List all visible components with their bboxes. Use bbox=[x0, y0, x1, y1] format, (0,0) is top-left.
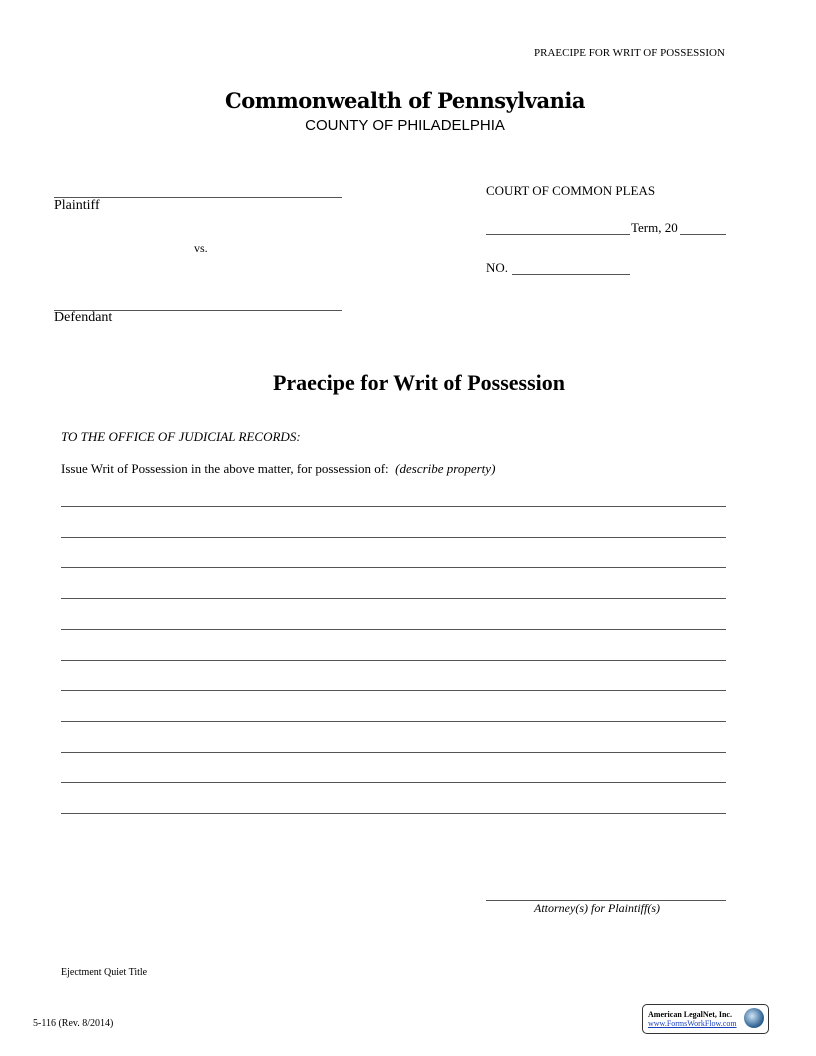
commonwealth-heading: Commonwealth of Pennsylvania bbox=[225, 88, 585, 113]
description-line[interactable] bbox=[61, 506, 726, 507]
court-label: COURT OF COMMON PLEAS bbox=[486, 183, 656, 198]
form-header: PRAECIPE FOR WRIT OF POSSESSION bbox=[534, 47, 725, 59]
logo-url[interactable]: www.FormsWorkFlow.com bbox=[648, 1019, 737, 1028]
description-line[interactable] bbox=[61, 752, 726, 753]
number-line[interactable] bbox=[512, 274, 630, 275]
county-heading: COUNTY OF PHILADELPHIA bbox=[305, 117, 505, 134]
description-line[interactable] bbox=[61, 660, 726, 661]
year-line[interactable] bbox=[680, 234, 726, 235]
issue-text bbox=[61, 461, 495, 477]
publisher-logo bbox=[642, 1004, 769, 1034]
no-label: NO. bbox=[486, 260, 509, 275]
footer-category: Ejectment Quiet Title bbox=[61, 967, 148, 978]
description-line[interactable] bbox=[61, 537, 726, 538]
logo-company: American LegalNet, Inc. bbox=[648, 1010, 732, 1019]
description-line[interactable] bbox=[61, 813, 726, 814]
issue-text-main: Issue Writ of Possession in the above matter, for possession of: bbox=[61, 461, 389, 476]
form-number: 5-116 (Rev. 8/2014) bbox=[33, 1018, 114, 1029]
defendant-label: Defendant bbox=[54, 310, 113, 325]
plaintiff-label: Plaintiff bbox=[54, 198, 100, 213]
vs-label: vs. bbox=[194, 241, 208, 255]
term-line[interactable] bbox=[486, 234, 630, 235]
description-line[interactable] bbox=[61, 782, 726, 783]
description-line[interactable] bbox=[61, 629, 726, 630]
document-title: Praecipe for Writ of Possession bbox=[272, 370, 566, 395]
description-line[interactable] bbox=[61, 690, 726, 691]
to-office-label: TO THE OFFICE OF JUDICIAL RECORDS: bbox=[61, 429, 301, 444]
description-line[interactable] bbox=[61, 721, 726, 722]
attorney-label: Attorney(s) for Plaintiff(s) bbox=[534, 901, 660, 915]
description-line[interactable] bbox=[61, 598, 726, 599]
term-label: Term, 20 bbox=[631, 220, 678, 235]
globe-icon bbox=[744, 1008, 764, 1028]
description-line[interactable] bbox=[61, 567, 726, 568]
describe-hint: (describe property) bbox=[395, 461, 496, 476]
